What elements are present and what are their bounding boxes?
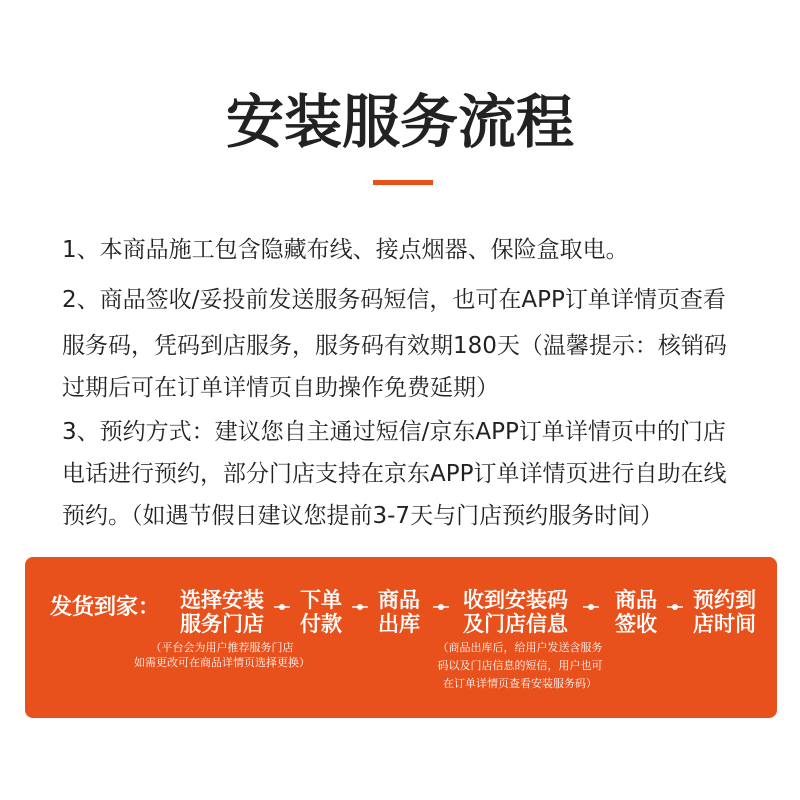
- flow-step-ship: [378, 588, 420, 636]
- flow-step-line: 商品: [378, 588, 420, 612]
- flow-note-store: [110, 640, 334, 670]
- flow-note-line: （商品出库后，给用户发送含服务: [437, 641, 603, 654]
- dot-connector-icon: [583, 603, 599, 611]
- flow-step-line: 出库: [378, 612, 420, 636]
- flow-step-receive-code: [463, 588, 568, 636]
- service-flow-panel: [25, 557, 777, 718]
- flow-step-sign: [615, 588, 657, 636]
- flow-step-line: 付款: [300, 612, 342, 636]
- flow-step-line: 选择安装: [180, 588, 264, 612]
- flow-step-line: 及门店信息: [463, 612, 568, 636]
- paragraph-2-line-1: 2、商品签收/妥投前发送服务码短信，也可在APP订单详情页查看: [62, 287, 726, 313]
- flow-step-line: 下单: [300, 588, 342, 612]
- flow-note-line: 如需更改可在商品详情页选择更换）: [134, 656, 310, 669]
- flow-step-choose-store: [180, 588, 264, 636]
- dot-connector-icon: [274, 603, 290, 611]
- title-underline: [373, 180, 433, 185]
- flow-note-line: 在订单详情页查看安装服务码）: [443, 677, 597, 690]
- dot-connector-icon: [352, 603, 368, 611]
- flow-step-book-time: [693, 588, 756, 636]
- dot-connector-icon: [433, 603, 449, 611]
- flow-note-line: （平台会为用户推荐服务门店: [150, 641, 294, 654]
- flow-step-line: 收到安装码: [463, 588, 568, 612]
- paragraph-3-line-1: 3、预约方式：建议您自主通过短信/京东APP订单详情页中的门店: [62, 419, 726, 445]
- paragraph-2-line-2: 服务码，凭码到店服务，服务码有效期180天（温馨提示：核销码: [62, 333, 727, 359]
- flow-step-line: 预约到: [693, 588, 756, 612]
- flow-note-code: [410, 639, 630, 693]
- paragraph-2-line-3: 过期后可在订单详情页自助操作免费延期）: [62, 375, 499, 401]
- dot-connector-icon: [667, 603, 683, 611]
- paragraph-3-line-3: 预约。（如遇节假日建议您提前3-7天与门店预约服务时间）: [62, 503, 664, 529]
- flow-start-label: 发货到家：: [50, 595, 161, 620]
- flow-step-line: 签收: [615, 612, 657, 636]
- paragraph-3-line-2: 电话进行预约，部分门店支持在京东APP订单详情页进行自助在线: [62, 461, 727, 487]
- paragraph-1-line-1: 1、本商品施工包含隐藏布线、接点烟器、保险盒取电。: [62, 237, 629, 263]
- page-title: 安装服务流程: [225, 88, 574, 156]
- flow-step-line: 服务门店: [180, 612, 264, 636]
- flow-step-pay: [300, 588, 342, 636]
- flow-note-line: 码以及门店信息的短信，用户也可: [437, 659, 603, 672]
- flow-step-line: 商品: [615, 588, 657, 612]
- flow-step-line: 店时间: [693, 612, 756, 636]
